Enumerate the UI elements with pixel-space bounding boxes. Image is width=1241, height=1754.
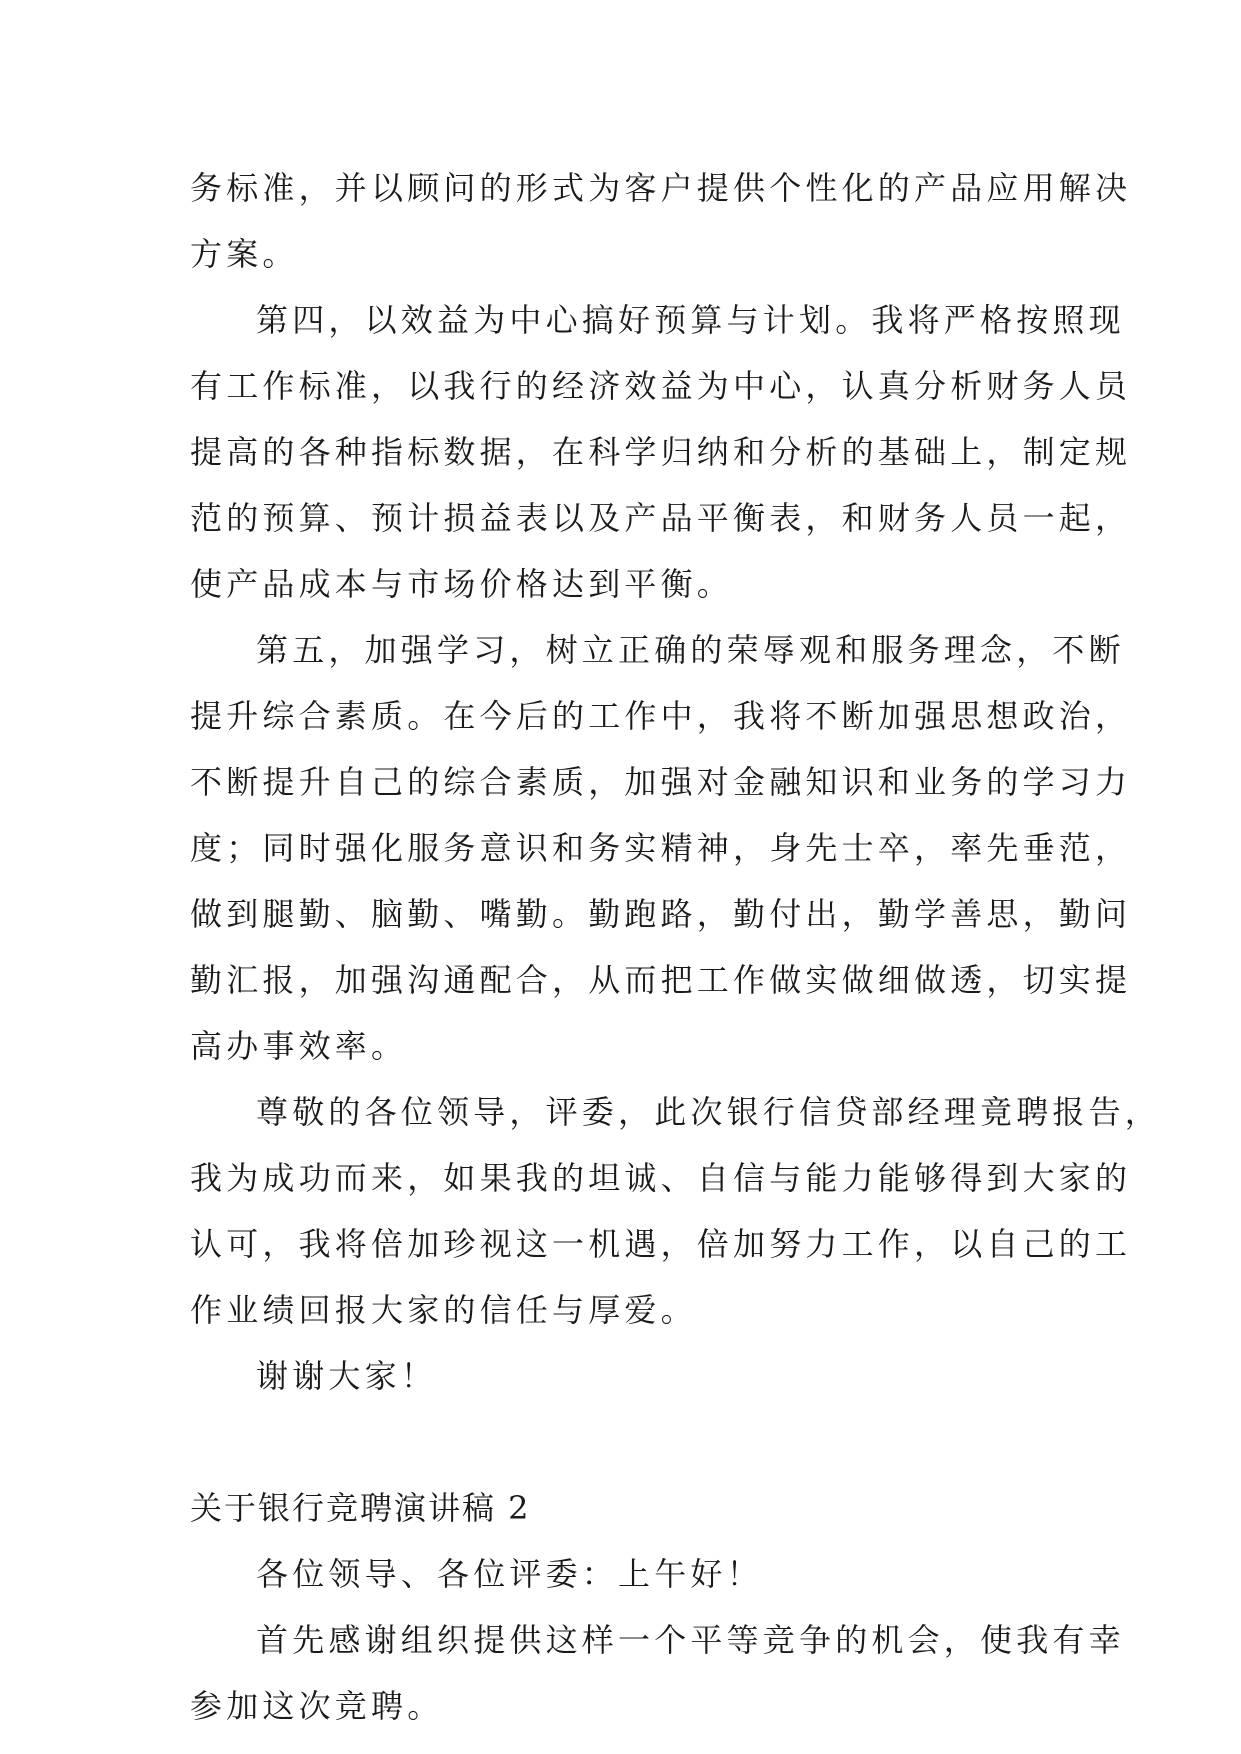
paragraph xyxy=(190,617,1132,1079)
text-line: 范的预算、预计损益表以及产品平衡表，和财务人员一起， xyxy=(190,499,1132,537)
text-line: 高办事效率。 xyxy=(190,1027,408,1065)
paragraph xyxy=(190,1607,1125,1739)
paragraph xyxy=(190,1541,1060,1607)
paragraph xyxy=(190,287,1132,617)
section-spacer xyxy=(190,1409,1060,1475)
text-line: 提高的各种指标数据，在科学归纳和分析的基础上，制定规 xyxy=(190,433,1132,471)
document-body xyxy=(190,155,1162,1739)
text-line: 方案。 xyxy=(190,235,299,273)
text-line: 第五，加强学习，树立正确的荣辱观和服务理念，不断 xyxy=(256,631,1125,669)
text-line: 认可，我将倍加珍视这一机遇，倍加努力工作，以自己的工 xyxy=(190,1225,1132,1263)
text-line: 各位领导、各位评委：上午好！ xyxy=(256,1555,763,1593)
text-line: 首先感谢组织提供这样一个平等竞争的机会，使我有幸 xyxy=(256,1621,1125,1659)
text-line: 不断提升自己的综合素质，加强对金融知识和业务的学习力 xyxy=(190,763,1132,801)
text-line: 提升综合素质。在今后的工作中，我将不断加强思想政治， xyxy=(190,697,1132,735)
paragraph xyxy=(190,1343,1060,1409)
text-line: 谢谢大家！ xyxy=(256,1357,438,1395)
text-line: 使产品成本与市场价格达到平衡。 xyxy=(190,565,734,603)
text-line: 第四，以效益为中心搞好预算与计划。我将严格按照现 xyxy=(256,301,1125,339)
text-line: 参加这次竞聘。 xyxy=(190,1687,444,1725)
text-line: 务标准，并以顾问的形式为客户提供个性化的产品应用解决 xyxy=(190,169,1132,207)
text-line: 作业绩回报大家的信任与厚爱。 xyxy=(190,1291,697,1329)
paragraph xyxy=(190,155,1132,287)
text-line: 尊敬的各位领导，评委，此次银行信贷部经理竟聘报告， xyxy=(256,1093,1162,1131)
text-line: 勤汇报，加强沟通配合，从而把工作做实做细做透，切实提 xyxy=(190,961,1132,999)
paragraph xyxy=(190,1079,1162,1343)
text-line: 做到腿勤、脑勤、嘴勤。勤跑路，勤付出，勤学善思，勤问 xyxy=(190,895,1132,933)
text-line: 有工作标准，以我行的经济效益为中心，认真分析财务人员 xyxy=(190,367,1132,405)
section-title: 关于银行竞聘演讲稿 2 xyxy=(190,1489,531,1527)
text-line: 度；同时强化服务意识和务实精神，身先士卒，率先垂范， xyxy=(190,829,1132,867)
text-line: 我为成功而来，如果我的坦诚、自信与能力能够得到大家的 xyxy=(190,1159,1132,1197)
